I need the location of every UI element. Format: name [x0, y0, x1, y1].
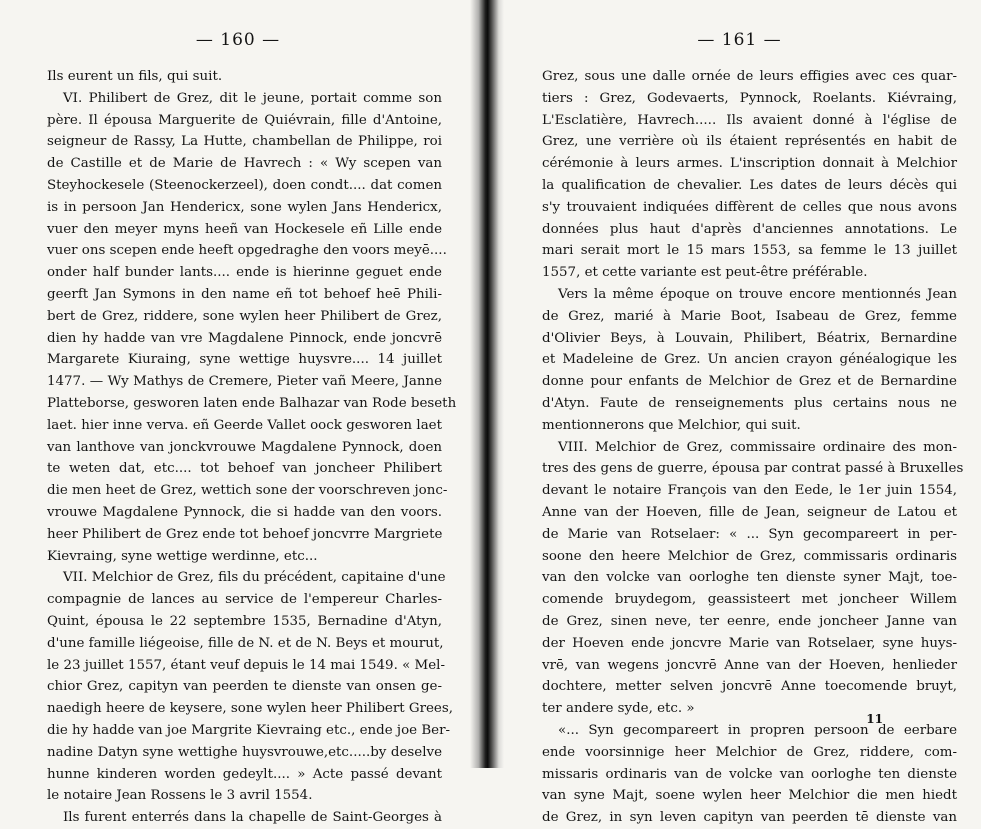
text-line: die men heet de Grez, wettich sone der voorschreven jonc-: [47, 483, 448, 499]
text-line: tiers : Grez, Godevaerts, Pynnock, Roelants. Kiévraing,: [542, 90, 957, 106]
text-line: Kievraing, syne wettige werdinne, etc...: [47, 548, 318, 564]
text-line: 1557, et cette variante est peut-être préférable.: [542, 265, 868, 281]
text-line: chior Grez, capityn van peerden te dienste van onsen ge-: [47, 679, 442, 695]
text-line: heer Philibert de Grez ende tot behoef joncvrre Margriete: [47, 526, 443, 542]
text-line: Grez, sous une dalle ornée de leurs effigies avec ces quar-: [542, 69, 957, 84]
page-number-left: — 160 —: [195, 30, 281, 50]
text-line: laet. hier inne verva. eñ Geerde Vallet oock gesworen laet: [47, 417, 442, 433]
text-line: vuer den meyer myns heeñ van Hockesele eñ Lille ende: [47, 221, 442, 237]
text-line: donne pour enfants de Melchior de Grez et de Bernardine: [542, 374, 957, 390]
text-line: VII. Melchior de Grez, fils du précédent, capitaine d'une: [63, 570, 446, 586]
text-line: le 23 juillet 1557, étant veuf depuis le 14 mai 1549. « Mel-: [47, 657, 445, 673]
text-line: la qualification de chevalier. Les dates de leurs décès qui: [542, 177, 957, 193]
text-line: VI. Philibert de Grez, dit le jeune, portait comme son: [63, 90, 442, 106]
text-line: d'une famille liégeoise, fille de N. et de N. Beys et mourut,: [47, 635, 444, 651]
text-line: Ils eurent un fils, qui suit.: [47, 69, 223, 84]
text-line: données plus haut d'après d'anciennes annotations. Le: [542, 221, 957, 237]
text-line: d'Olivier Beys, à Louvain, Philibert, Béatrix, Bernardine: [542, 330, 957, 346]
text-line: le notaire Jean Rossens le 3 avril 1554.: [47, 788, 313, 804]
text-line: van syne Majt, soene wylen heer Melchior die men hiedt: [542, 788, 957, 804]
text-line: L'Esclatière, Havrech..... Ils avaient donné à l'église de: [542, 112, 957, 128]
text-line: soone den heere Melchior de Grez, commissaris ordinaris: [542, 548, 957, 564]
text-line: de Grez, in syn leven capityn van peerden tē dienste van: [542, 810, 957, 826]
left-page: [0, 0, 476, 826]
text-line: der Hoeven ende joncvre Marie van Rotselaer, syne huys-: [542, 635, 957, 651]
text-line: d'Atyn. Faute de renseignements plus certains nous ne: [542, 395, 957, 411]
text-line: mari serait mort le 15 mars 1553, sa femme le 13 juillet: [542, 243, 957, 259]
text-line: onder half bunder lants.... ende is hierinne geguet ende: [47, 265, 442, 281]
text-line: et Madeleine de Grez. Un ancien crayon généalogique les: [542, 352, 957, 368]
text-line: de Castille et de Marie de Havrech : « Wy scepen van: [47, 156, 442, 172]
text-line: de Grez, marié à Marie Boot, Isabeau de Grez, femme: [542, 308, 957, 324]
text-line: Quint, épousa le 22 septembre 1535, Bernadine d'Atyn,: [47, 613, 442, 629]
text-line: vrē, van wegens joncvrē Anne van der Hoeven, henlieder: [542, 657, 957, 673]
text-line: naedigh heere de keysere, sone wylen heer Philibert Grees,: [47, 701, 453, 717]
text-line: père. Il épousa Marguerite de Quiévrain, fille d'Antoine,: [47, 112, 442, 128]
text-line: dochtere, metter selven joncvrē Anne toecomende bruyt,: [542, 679, 957, 695]
text-line: s'y trouvaient indiquées diffèrent de celles que nous avons: [542, 199, 957, 215]
text-line: vuer ons scepen ende heeft opgedraghe den voors meyē....: [47, 243, 447, 259]
text-line: hunne kinderen worden gedeylt.... » Acte passé devant: [47, 766, 442, 782]
text-line: mentionnerons que Melchior, qui suit.: [542, 417, 801, 433]
text-line: van lanthove van jonckvrouwe Magdalene Pynnock, doen: [47, 439, 442, 455]
text-line: Margarete Kiuraing, syne wettige huysvre.... 14 juillet: [47, 352, 442, 368]
text-line: van den volcke van oorloghe ten dienste syner Majt, toe-: [542, 570, 957, 586]
text-line: de Marie van Rotselaer: « ... Syn gecompareert in per-: [542, 526, 957, 542]
text-line: nadine Datyn syne wettighe huysvrouwe,etc.....by deselve: [47, 744, 442, 760]
text-line: Steyhockesele (Steenockerzeel), doen condt.... dat comen: [47, 177, 442, 193]
text-line: is in persoon Jan Hendericx, sone wylen Jans Hendericx,: [47, 199, 442, 215]
text-line: Grez, une verrière où ils étaient représentés en habit de: [542, 134, 957, 150]
right-page-text: [542, 66, 964, 829]
text-line: Platteborse, gesworen laten ende Balhazar van Rode beseth: [47, 395, 457, 411]
text-line: devant le notaire François van den Eede, le 1er juin 1554,: [542, 483, 957, 499]
text-line: Vers la même époque on trouve encore mentionnés Jean: [558, 286, 957, 302]
text-line: geerft Jan Symons in den name eñ tot behoef heē Phili-: [47, 286, 442, 302]
text-line: tres des gens de guerre, épousa par contrat passé à Bruxelles: [542, 461, 964, 477]
text-line: Anne van der Hoeven, fille de Jean, seigneur de Latou et: [542, 504, 957, 520]
page-number-right: — 161 —: [697, 30, 782, 50]
text-line: de Grez, sinen neve, ter eenre, ende joncheer Janne van: [542, 613, 957, 629]
text-line: missaris ordinaris van de volcke van oorloghe ten dienste: [542, 766, 957, 782]
text-line: bert de Grez, riddere, sone wylen heer Philibert de Grez,: [47, 308, 442, 324]
signature-mark: 11: [866, 712, 883, 726]
text-line: seigneur de Rassy, La Hutte, chambellan de Philippe, roi: [47, 134, 442, 150]
text-line: Ils furent enterrés dans la chapelle de Saint-Georges à: [63, 810, 442, 826]
text-line: te weten dat, etc.... tot behoef van joncheer Philibert: [47, 461, 442, 477]
text-line: 1477. — Wy Mathys de Cremere, Pieter vañ Meere, Janne: [47, 374, 442, 390]
text-line: die hy hadde van joe Margrite Kievraing etc., ende joe Ber-: [47, 722, 451, 738]
text-line: VIII. Melchior de Grez, commissaire ordinaire des mon-: [558, 439, 957, 455]
left-page-text: [47, 66, 457, 829]
text-line: compagnie de lances au service de l'empereur Charles-: [47, 592, 442, 608]
text-line: comende bruydegom, geassisteert met joncheer Willem: [542, 592, 957, 608]
text-line: «... Syn gecompareert in propren persoon de eerbare: [558, 722, 957, 738]
right-page: [498, 0, 981, 826]
text-line: ter andere syde, etc. »: [542, 701, 695, 717]
text-line: dien hy hadde van vre Magdalene Pinnock, ende joncvrē: [47, 330, 442, 346]
text-line: vrouwe Magdalene Pynnock, die si hadde van den voors.: [47, 504, 442, 520]
text-line: cérémonie à leurs armes. L'inscription donnait à Melchior: [542, 156, 957, 172]
text-line: ende voorsinnige heer Melchior de Grez, riddere, com-: [542, 744, 957, 760]
